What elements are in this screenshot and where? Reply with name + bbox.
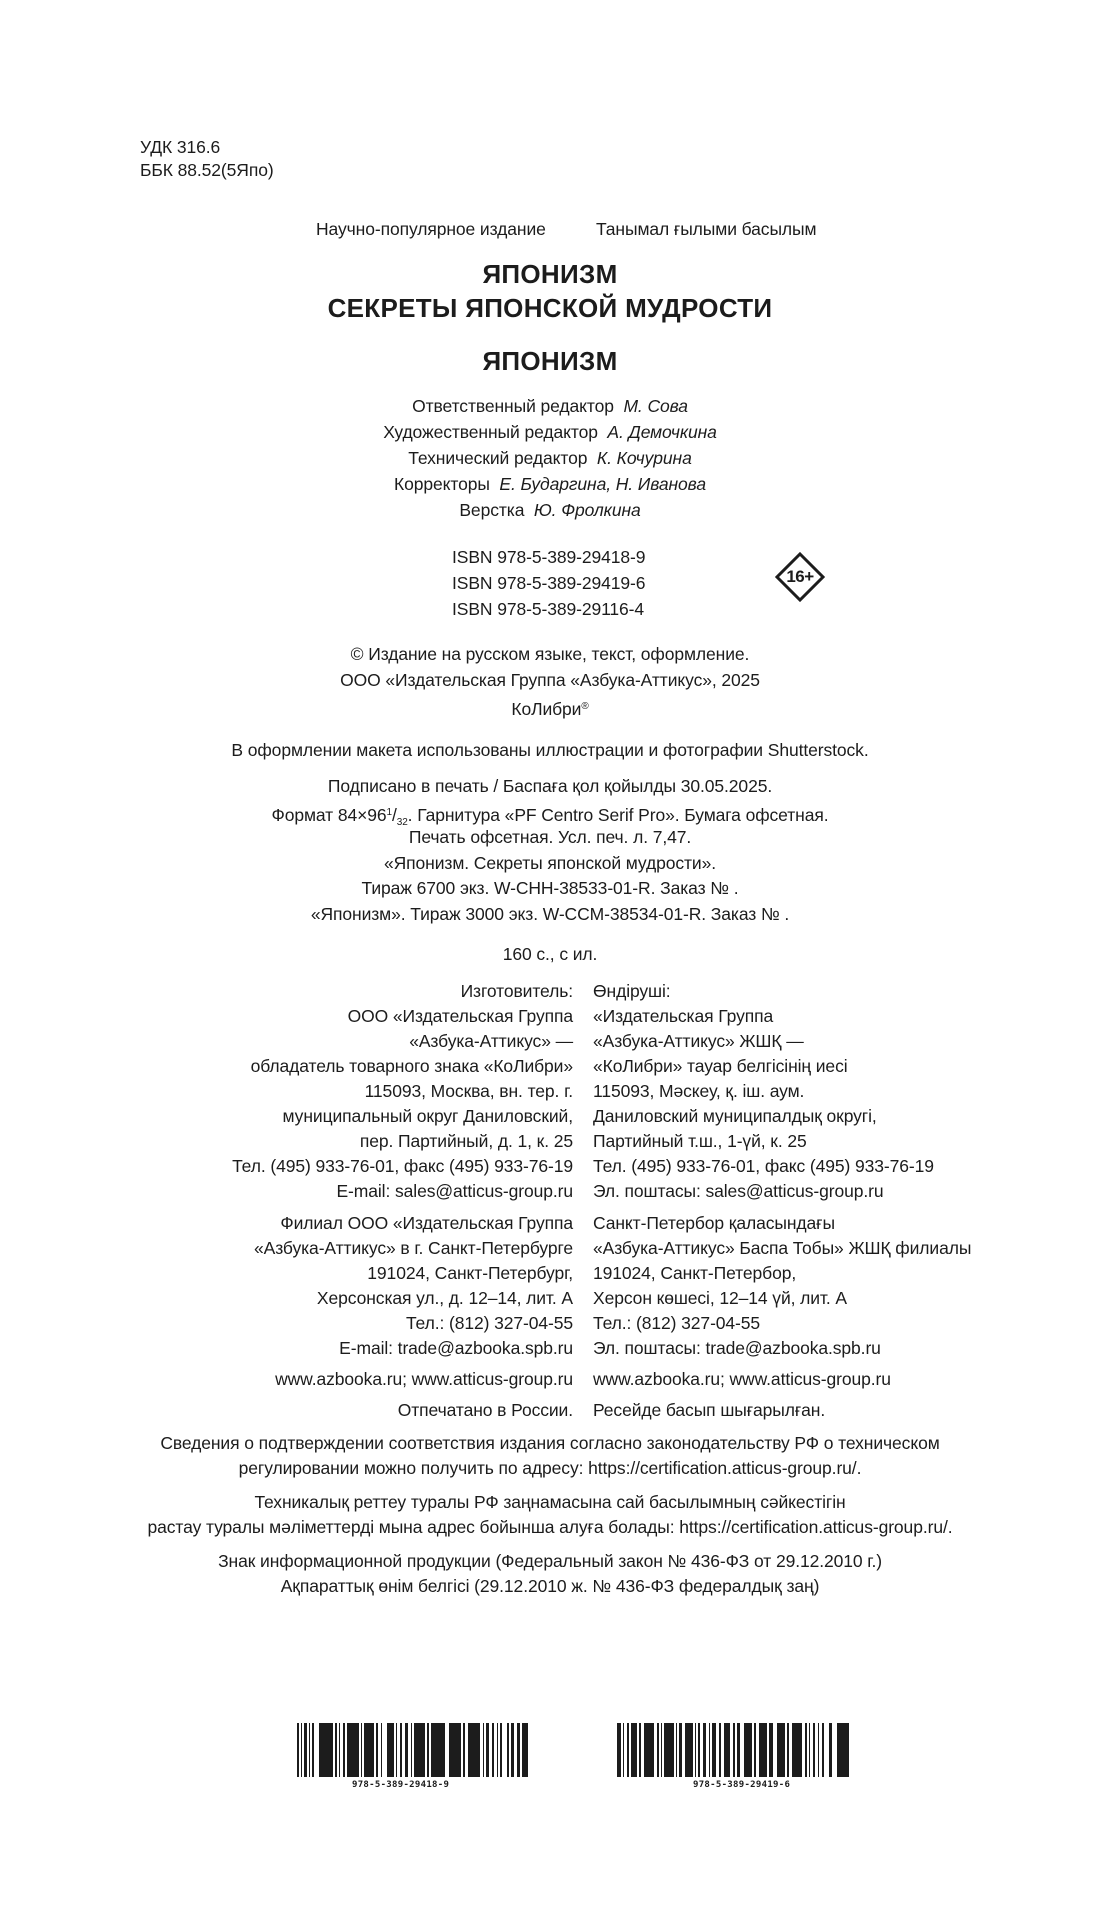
printed-in-kz: Ресейде басып шығарылған. — [593, 1400, 826, 1420]
credit-person: А. Демочкина — [607, 422, 717, 442]
websites-ru[interactable]: www.azbooka.ru; www.atticus-group.ru — [275, 1369, 573, 1389]
manufacturer-kz-line: «Азбука-Аттикус» ЖШҚ — — [593, 1031, 804, 1051]
manufacturer-kz-line: Партийный т.ш., 1-үй, к. 25 — [593, 1131, 807, 1151]
edition-type-ru: Научно-популярное издание — [316, 219, 546, 239]
book-title-line1: ЯПОНИЗМ — [482, 259, 618, 289]
branch-kz-line: Херсон көшесі, 12–14 үй, лит. А — [593, 1288, 847, 1308]
barcode-icon — [617, 1723, 849, 1777]
manufacturer-ru-line: 115093, Москва, вн. тер. г. — [364, 1081, 573, 1101]
branch-kz-line: Санкт-Петербор қаласындағы — [593, 1213, 835, 1233]
certification-kz-line2: растау туралы мәліметтерді мына адрес бойынша алуға болады: https://certification.atticus-group.ru/. — [147, 1517, 953, 1537]
certification-kz-line1: Техникалық реттеу туралы РФ заңнамасына сай басылымның сәйкестігін — [254, 1492, 846, 1512]
credit-role: Ответственный редактор — [412, 396, 614, 416]
brand-name: КоЛибри — [511, 699, 582, 719]
manufacturer-ru-line: обладатель товарного знака «КоЛибри» — [250, 1056, 573, 1076]
edition-type-kz: Танымал ғылыми басылым — [596, 219, 817, 239]
branch-ru-line: Филиал ООО «Издательская Группа — [280, 1213, 573, 1233]
manufacturer-ru-phone: Тел. (495) 933-76-01, факс (495) 933-76-19 — [232, 1156, 573, 1176]
copyright-line1: © Издание на русском языке, текст, оформление. — [350, 644, 750, 664]
format-prefix: Формат 84×96 — [271, 805, 387, 825]
manufacturer-kz-line: «Издательская Группа — [593, 1006, 774, 1026]
credit-line — [0, 473, 1100, 496]
printed-in-ru: Отпечатано в России. — [397, 1400, 573, 1420]
udk-code: УДК 316.6 — [140, 137, 221, 157]
barcode-1 — [297, 1723, 528, 1777]
registered-mark: ® — [581, 701, 589, 712]
websites-kz[interactable]: www.azbooka.ru; www.atticus-group.ru — [593, 1369, 891, 1389]
age-rating-label: 16+ — [786, 567, 814, 586]
age-rating-badge — [775, 552, 825, 602]
book-title-second: ЯПОНИЗМ — [482, 346, 618, 376]
book-title-line2: СЕКРЕТЫ ЯПОНСКОЙ МУДРОСТИ — [327, 293, 773, 323]
barcode-icon — [297, 1723, 528, 1777]
credit-line — [0, 447, 1100, 470]
isbn-line: ISBN 978-5-389-29419-6 — [452, 573, 646, 593]
book2-run: «Японизм». Тираж 3000 экз. W-CCM-38534-01-R. Заказ № . — [310, 904, 790, 924]
credit-person: К. Кочурина — [596, 448, 692, 468]
print-type: Печать офсетная. Усл. печ. л. 7,47. — [408, 827, 692, 847]
book1-title: «Японизм. Секреты японской мудрости». — [384, 853, 716, 873]
branch-kz-phone: Тел.: (812) 327-04-55 — [593, 1313, 761, 1333]
certification-ru-line1: Сведения о подтверждении соответствия издания согласно законодательству РФ о техническом — [160, 1433, 940, 1453]
branch-kz-line: 191024, Санкт-Петербор, — [593, 1263, 797, 1283]
certification-ru-line2: регулировании можно получить по адресу: https://certification.atticus-group.ru/. — [238, 1458, 862, 1478]
branch-kz-email: Эл. поштасы: trade@azbooka.spb.ru — [593, 1338, 881, 1358]
copyright-line3 — [0, 695, 1100, 721]
manufacturer-kz-line: Даниловский муниципалдық округі, — [593, 1106, 877, 1126]
barcode-1-number: 978-5-389-29418-9 — [352, 1780, 450, 1790]
illustrations-note: В оформлении макета использованы иллюстрации и фотографии Shutterstock. — [231, 740, 869, 760]
info-sign-kz: Ақпараттық өнім белгісі (29.12.2010 ж. № 436-ФЗ федералдық заң) — [280, 1576, 820, 1596]
branch-ru-email: E-mail: trade@azbooka.spb.ru — [339, 1338, 573, 1358]
format-suffix: . Гарнитура «PF Centro Serif Pro». Бумага офсетная. — [407, 805, 829, 825]
branch-kz-line: «Азбука-Аттикус» Баспа Тобы» ЖШҚ филиалы — [593, 1238, 972, 1258]
copyright-line2: ООО «Издательская Группа «Азбука-Аттикус», 2025 — [340, 670, 760, 690]
manufacturer-ru-label: Изготовитель: — [460, 981, 573, 1001]
page-count: 160 с., с ил. — [502, 944, 598, 964]
barcode-2-number: 978-5-389-29419-6 — [693, 1780, 791, 1790]
format-numerator: 1 — [386, 807, 392, 818]
credit-role: Художественный редактор — [383, 422, 598, 442]
credit-line — [0, 395, 1100, 418]
branch-ru-line: «Азбука-Аттикус» в г. Санкт-Петербурге — [254, 1238, 573, 1258]
manufacturer-kz-label: Өндіруші: — [593, 981, 671, 1001]
credit-person: М. Сова — [623, 396, 688, 416]
bbk-code: ББК 88.52(5Япо) — [140, 160, 274, 180]
book1-run: Тираж 6700 экз. W-CHH-38533-01-R. Заказ № . — [361, 878, 739, 898]
manufacturer-kz-line: 115093, Мәскеу, қ. іш. аум. — [593, 1081, 805, 1101]
isbn-line: ISBN 978-5-389-29418-9 — [452, 547, 646, 567]
credit-person: Ю. Фролкина — [533, 500, 641, 520]
branch-ru-line: Херсонская ул., д. 12–14, лит. А — [316, 1288, 573, 1308]
manufacturer-ru-line: «Азбука-Аттикус» — — [409, 1031, 573, 1051]
signed-to-print: Подписано в печать / Баспаға қол қойылды 30.05.2025. — [327, 776, 773, 796]
manufacturer-ru-email: E-mail: sales@atticus-group.ru — [336, 1181, 573, 1201]
credit-line — [0, 499, 1100, 522]
format-denominator: 32 — [396, 817, 408, 828]
manufacturer-kz-line: «КоЛибри» тауар белгісінің иесі — [593, 1056, 848, 1076]
credit-person: Е. Бударгина, Н. Иванова — [499, 474, 706, 494]
credit-role: Технический редактор — [408, 448, 588, 468]
credit-role: Корректоры — [394, 474, 490, 494]
manufacturer-ru-line: муниципальный округ Даниловский, — [282, 1106, 573, 1126]
isbn-line: ISBN 978-5-389-29116-4 — [452, 599, 645, 619]
credit-role: Верстка — [459, 500, 525, 520]
info-sign-ru: Знак информационной продукции (Федеральный закон № 436-ФЗ от 29.12.2010 г.) — [218, 1551, 882, 1571]
manufacturer-kz-email: Эл. поштасы: sales@atticus-group.ru — [593, 1181, 884, 1201]
credit-line — [0, 421, 1100, 444]
manufacturer-ru-line: ООО «Издательская Группа — [347, 1006, 573, 1026]
barcode-2 — [617, 1723, 849, 1777]
format-slash: / — [391, 805, 397, 825]
manufacturer-kz-phone: Тел. (495) 933-76-01, факс (495) 933-76-19 — [593, 1156, 934, 1176]
branch-ru-line: 191024, Санкт-Петербург, — [367, 1263, 573, 1283]
manufacturer-ru-line: пер. Партийный, д. 1, к. 25 — [359, 1131, 573, 1151]
branch-ru-phone: Тел.: (812) 327-04-55 — [405, 1313, 573, 1333]
